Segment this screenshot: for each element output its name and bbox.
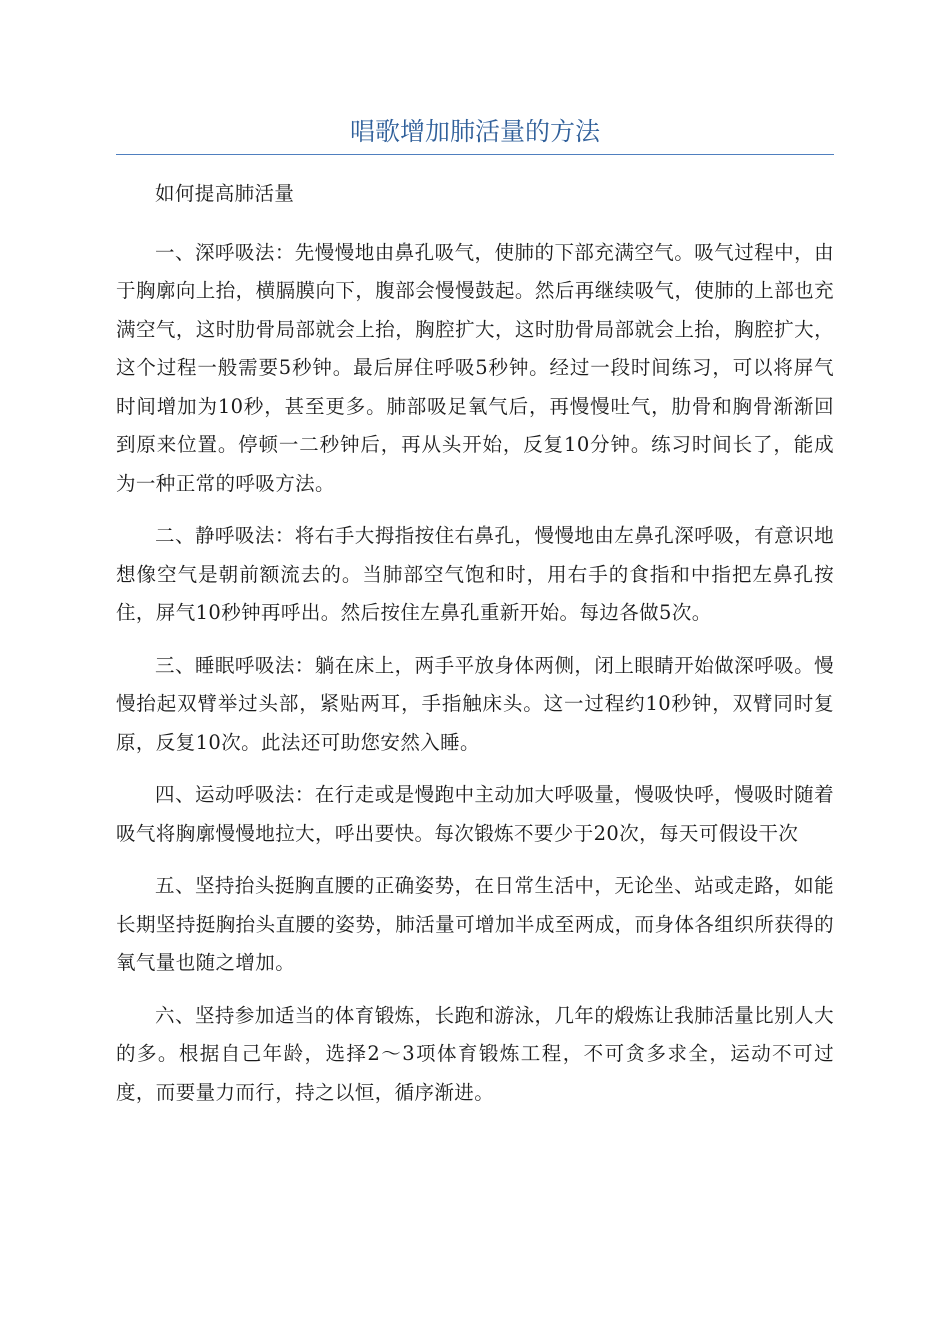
paragraph-deep-breathing: 一、深呼吸法：先慢慢地由鼻孔吸气，使肺的下部充满空气。吸气过程中，由于胸廓向上抬，横膈膜向下，腹部会慢慢鼓起。然后再继续吸气，使肺的上部也充满空气，这时肋骨局部就会上抬，胸腔扩大，这时肋骨局部就会上抬，胸腔扩大，这个过程一般需要5秒钟。最后屏住呼吸5秒钟。经过一段时间练习，可以将屏气时间增加为10秒，甚至更多。肺部吸足氧气后，再慢慢吐气，肋骨和胸骨渐渐回到原来位置。停顿一二秒钟后，再从头开始，反复10分钟。练习时间长了，能成为一种正常的呼吸方法。 (116, 240, 834, 495)
document-page (116, 112, 834, 1126)
paragraph-physical-training: 六、坚持参加适当的体育锻炼，长跑和游泳，几年的煅炼让我肺活量比别人大的多。根据自己年龄，选择2～3项体育锻炼工程，不可贪多求全，运动不可过度，而要量力而行，持之以恒，循序渐进。 (116, 1003, 834, 1104)
paragraph-exercise-breathing: 四、运动呼吸法：在行走或是慢跑中主动加大呼吸量，慢吸快呼，慢吸时随着吸气将胸廓慢慢地拉大，呼出要快。每次锻炼不要少于20次，每天可假设干次 (116, 783, 834, 845)
document-title: 唱歌增加肺活量的方法 (349, 117, 600, 146)
title-underline-divider (116, 154, 834, 155)
section-subheading: 如何提高肺活量 (155, 182, 295, 205)
paragraph-quiet-breathing: 二、静呼吸法：将右手大拇指按住右鼻孔，慢慢地由左鼻孔深呼吸，有意识地想像空气是朝前额流去的。当肺部空气饱和时，用右手的食指和中指把左鼻孔按住，屏气10秒钟再呼出。然后按住左鼻孔重新开始。每边各做5次。 (116, 524, 834, 624)
paragraph-sleep-breathing: 三、睡眠呼吸法：躺在床上，两手平放身体两侧，闭上眼睛开始做深呼吸。慢慢抬起双臂举过头部，紧贴两耳，手指触床头。这一过程约10秒钟，双臂同时复原，反复10次。此法还可助您安然入睡。 (116, 653, 834, 754)
paragraph-posture: 五、坚持抬头挺胸直腰的正确姿势，在日常生活中，无论坐、站或走路，如能长期坚持挺胸抬头直腰的姿势，肺活量可增加半成至两成，而身体各组织所获得的氧气量也随之增加。 (116, 874, 834, 974)
